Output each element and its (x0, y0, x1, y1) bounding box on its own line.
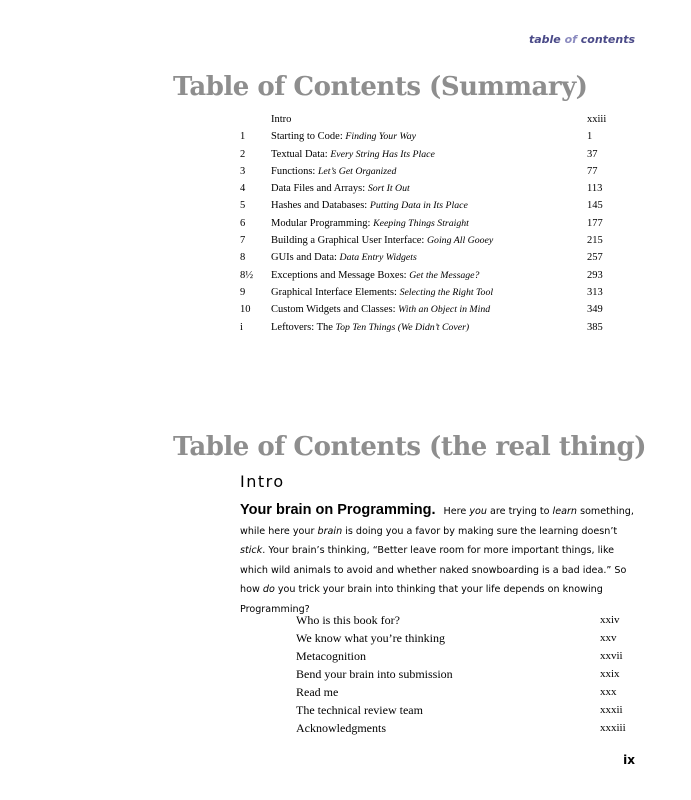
subsection-row (296, 665, 630, 683)
chapter-number: 10 (240, 304, 251, 316)
subsection-row (296, 629, 630, 647)
page-number: ix (623, 753, 635, 767)
subsection-title: Who is this book for? (296, 613, 400, 627)
chapter-title: Leftovers: The Top Ten Things (We Didn’t Cover) (271, 321, 470, 333)
subsection-page: xxix (600, 668, 620, 680)
real-title: Table of Contents (the real thing) (173, 432, 647, 462)
subsection-list (296, 611, 630, 737)
chapter-number: 4 (240, 183, 246, 195)
subsection-title: Acknowledgments (296, 721, 386, 735)
chapter-title: Modular Programming: Keeping Things Straight (271, 217, 469, 229)
chapter-page: 145 (587, 200, 603, 212)
chapter-page: 349 (587, 304, 603, 316)
subsection-page: xxiv (600, 614, 620, 626)
subsection-row (296, 647, 630, 665)
chapter-page: 385 (587, 321, 603, 333)
running-head-contents: contents (576, 33, 635, 46)
summary-row-2 (240, 146, 630, 163)
chapter-number: 9 (240, 286, 246, 298)
summary-row-1 (240, 128, 630, 145)
chapter-title: Exceptions and Message Boxes: Get the Message? (271, 269, 480, 281)
chapter-page: 77 (587, 165, 598, 177)
summary-table (240, 111, 630, 336)
chapter-number: 8 (240, 252, 246, 264)
chapter-number: 6 (240, 217, 246, 229)
chapter-title: Starting to Code: Finding Your Way (271, 131, 416, 143)
subsection-page: xxxii (600, 704, 623, 716)
subsection-page: xxx (600, 686, 617, 698)
chapter-number: 3 (240, 165, 246, 177)
chapter-title: GUIs and Data: Data Entry Widgets (271, 252, 417, 264)
chapter-title: Building a Graphical User Interface: Going All Gooey (271, 235, 494, 247)
summary-row-leftovers (240, 319, 630, 336)
chapter-title: Intro (271, 114, 292, 125)
subsection-row (296, 683, 630, 701)
chapter-title: Custom Widgets and Classes: With an Object in Mind (271, 304, 491, 316)
chapter-page: 113 (587, 183, 603, 195)
chapter-number: 1 (240, 131, 246, 143)
chapter-page: 293 (587, 269, 603, 281)
subsection-title: The technical review team (296, 703, 423, 717)
summary-row-intro (240, 111, 630, 128)
summary-row-3 (240, 163, 630, 180)
summary-title: Table of Contents (Summary) (173, 72, 588, 102)
chapter-title: Data Files and Arrays: Sort It Out (271, 183, 410, 195)
summary-row-9 (240, 284, 630, 301)
summary-row-5 (240, 197, 630, 214)
chapter-heading: Intro (240, 472, 285, 491)
subsection-row (296, 611, 630, 629)
subsection-page: xxv (600, 632, 617, 644)
chapter-title: Textual Data: Every String Has Its Place (271, 148, 435, 160)
summary-row-6 (240, 215, 630, 232)
summary-row-8-half (240, 267, 630, 284)
subsection-row (296, 701, 630, 719)
chapter-number: i (240, 321, 243, 333)
running-head-of: of (564, 33, 577, 46)
chapter-number: 5 (240, 200, 246, 212)
subsection-title: Read me (296, 685, 339, 699)
subsection-page: xxxiii (600, 722, 626, 734)
running-head (529, 33, 635, 46)
intro-lead: Your brain on Programming. (240, 502, 436, 518)
subsection-title: Bend your brain into submission (296, 667, 453, 681)
subsection-row (296, 719, 630, 737)
chapter-page: 257 (587, 252, 603, 264)
chapter-number: 7 (240, 235, 246, 247)
intro-paragraph: Your brain on Programming. Here you are trying to learn something, while here your brain is doing you a favor by making sure the learning doesn’t stick. Your brain’s thinking, “Better leave room for more important things, like which wild animals to avoid and whether naked snowboarding is a bad idea.” So how do you trick your brain into thinking that your life depends on knowing Programming? (240, 502, 634, 615)
chapter-number: 8½ (240, 269, 254, 281)
chapter-page: 313 (587, 286, 603, 298)
chapter-title: Hashes and Databases: Putting Data in Its Place (271, 200, 468, 212)
chapter-page: 177 (587, 217, 603, 229)
summary-row-8 (240, 249, 630, 266)
subsection-page: xxvii (600, 650, 623, 662)
subsection-title: We know what you’re thinking (296, 631, 446, 645)
chapter-page: xxiii (587, 114, 607, 125)
chapter-title: Functions: Let’s Get Organized (271, 165, 397, 177)
summary-row-7 (240, 232, 630, 249)
chapter-title: Graphical Interface Elements: Selecting the Right Tool (271, 286, 494, 298)
chapter-page: 215 (587, 235, 603, 247)
running-head-table: table (528, 33, 565, 46)
chapter-page: 1 (587, 131, 593, 143)
subsection-title: Metacognition (296, 649, 366, 663)
summary-row-10 (240, 301, 630, 318)
summary-row-4 (240, 180, 630, 197)
chapter-page: 37 (587, 148, 598, 160)
chapter-number: 2 (240, 148, 246, 160)
